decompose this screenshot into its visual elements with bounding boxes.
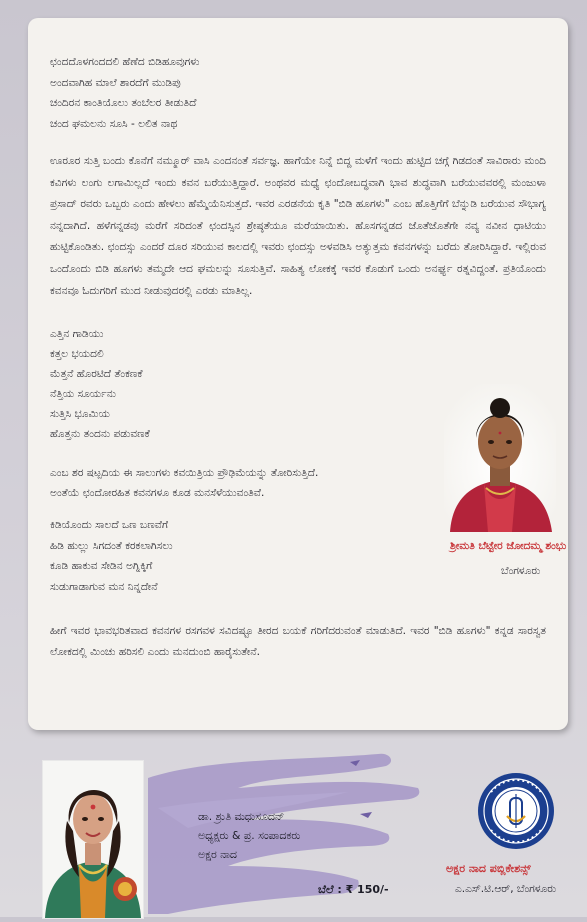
editor-organisation: ಅಕ್ಷರ ನಾದ xyxy=(198,848,237,861)
poem-line: ಮೆತ್ತನೆ ಹೊರಟಿದೆ ತೆಂಕಣಕೆ xyxy=(50,368,143,381)
verse-line: ಚಂದಿರನ ಕಾಂತಿಯೊಲು ತಂಬೆಲರ ತೀಡುತಿದೆ xyxy=(50,97,197,109)
publisher-address: ಎ.ಎಸ್.ಟಿ.ಆರ್, ಬೆಂಗಳೂರು xyxy=(455,883,557,895)
poem-line: ಸುಡುಗಾಡಾಗುವ ಮನ ನಿನ್ನದೇನೆ xyxy=(50,580,158,593)
publisher-logo-icon xyxy=(477,772,555,850)
poem-excerpt-2 xyxy=(50,515,360,597)
poem-line: ನೆತ್ತಿಯ ಸೂರ್ಯನು xyxy=(50,388,117,401)
poem-line: ಕತ್ತಲ ಭಯದಲಿ xyxy=(50,348,104,361)
poem-line: ಹೊತ್ತನು ತಂದನು ಪಡುವಣಕೆ xyxy=(50,428,150,441)
paragraph-line: ಎಂಬ ಶರ ಷಟ್ಪದಿಯ ಈ ಸಾಲುಗಳು ಕವಯಿತ್ರಿಯ ಪ್ರೌಢಿಮೆಯನ್ನು ತೋರಿಸುತ್ತಿದೆ. xyxy=(50,467,319,480)
review-paragraph-1: ಊರೂರ ಸುತ್ತಿ ಬಂದು ಕೊನೆಗೆ ನಮ್ಮೂರ್ ವಾಸಿ ಎಂದನಂತೆ ಸರ್ವಜ್ಞ. ಹಾಗೆಯೇ ನಿನ್ನೆ ಬಿದ್ದ ಮಳೆಗೆ ಇಂದು ಹುಟ್ಟಿದ ಚಗ್ಗೆ ಗಿಡದಂತೆ ಸಾವಿರಾರು ಮಂದಿ ಕವಿಗಳು ಲಂಗು ಲಗಾಮಿಲ್ಲದೆ ಇಂದು ಕವನ ಬರೆಯುತ್ತಿದ್ದಾರೆ. ಅಂಥವರ ಮಧ್ಯೆ ಛಂದೋಬದ್ಧವಾಗಿ ಭಾವ ಶುದ್ಧವಾಗಿ ಬರೆಯುವವರಲ್ಲಿ ಮಂಜುಳಾ ಪ್ರಸಾದ್ ರವರು ಒಬ್ಬರು ಎಂದು ಹೇಳಲು ಹೆಮ್ಮೆಯೆನಿಸುತ್ತದೆ. ಇವರ ಎರಡನೆಯ ಕೃತಿ "ಬಿಡಿ ಹೂಗಳು" ಎಂಬ ಹೊತ್ತಿಗೆಗೆ ಬೆನ್ನುಡಿ ಬರೆಯುವ ಸೌಭಾಗ್ಯ ನನ್ನದಾಗಿದೆ. ಹಳೆಗನ್ನಡವು ಮರೆಗೆ ಸರಿದಂತೆ ಛಂದಸ್ಸಿನ ಶ್ರೇಷ್ಠತೆಯೂ ಮರೆಯಾಯಿತು. ಹೊಸಗನ್ನಡದ ಜೊತೆಜೊತೆಗೇ ನವ್ಯ ನವೀನ ಧಾಟಿಯು ಹುಟ್ಟಿಕೊಂಡಿತು. ಛಂದಸ್ಸು ಎಂದರೆ ದೂರ ಸರಿಯುವ ಕಾಲದಲ್ಲಿ ಇವರು ಛಂದಸ್ಸು ಅಳವಡಿಸಿ ಅತ್ಯುತ್ತಮ ಕವನಗಳನ್ನು ಬರೆದು ತೋರಿಸಿದ್ದಾರೆ. ಇಲ್ಲಿರುವ ಒಂದೊಂದು ಬಿಡಿ ಹೂಗಳು ತಮ್ಮದೇ ಆದ ಘಮಲನ್ನು ಸೂಸುತ್ತಿವೆ. ಸಾಹಿತ್ಯ ಲೋಕಕ್ಕೆ ಇವರ ಕೊಡುಗೆ ಒಂದು ಅನರ್ಘ್ಯ ರತ್ನವಿದ್ದಂತೆ. ಪ್ರತಿಯೊಂದು ಕವನವೂ ಓದುಗರಿಗೆ ಮುದ ನೀಡುವುದರಲ್ಲಿ ಎರಡು ಮಾತಿಲ್ಲ. xyxy=(50,155,546,297)
price-label: ಬೆಲೆ : ₹ 150/- xyxy=(318,883,389,896)
verse-line: ಛಂದದೊಳಗಂದದಲಿ ಹೆಣೆದ ಬಿಡಿಹೂವುಗಳು xyxy=(50,56,200,68)
poem-line: ಹಿಡಿ ಹುಲ್ಲು ಸಿಗದಂತೆ ಕರಕಲಾಗಿಸಲು xyxy=(50,539,173,552)
poem-line: ಎತ್ತಿನ ಗಾಡಿಯು xyxy=(50,328,104,341)
author-place: ಬೆಂಗಳೂರು xyxy=(501,565,541,577)
editor-photo xyxy=(42,760,144,919)
verse-line: ಅಂದವಾಗಿಹ ಮಾಲೆ ಶಾರದೆಗೆ ಮುಡಿಪು xyxy=(50,76,181,89)
editor-name: ಡಾ. ಶ್ರುತಿ ಮಧುಸೂದನ್ xyxy=(198,810,285,823)
paragraph-line: ಅಂತೆಯೆ ಛಂದೋರಹಿತ ಕವನಗಳೂ ಕೂಡ ಮನಸೆಳೆಯುವಂತಿವೆ. xyxy=(50,486,265,499)
opening-verse xyxy=(50,52,546,134)
author-photo xyxy=(444,384,556,532)
poem-line: ಸುತ್ತಿಸಿ ಭೂಮಿಯ xyxy=(50,408,110,421)
author-name: ಶ್ರೀಮತಿ ಬೆಟ್ಟೇರ ಜೋದಮ್ಮ ಶಂಭು xyxy=(450,540,567,552)
review-paragraph-2 xyxy=(50,464,470,503)
back-cover-text-card xyxy=(28,18,568,730)
publisher-name: ಅಕ್ಷರ ನಾದ ಪಬ್ಲಿಕೇಶನ್ಸ್ xyxy=(446,862,531,875)
editor-role: ಅಧ್ಯಕ್ಷರು & ಪ್ರ. ಸಂಪಾದಕರು xyxy=(198,829,301,842)
review-paragraph-3: ಹೀಗೆ ಇವರ ಭಾವಭರಿತವಾದ ಕವನಗಳ ರಸಗವಳ ಸವಿದಷ್ಟೂ ತೀರದ ಬಯಕೆ ಗರಿಗೆದರುವಂತೆ ಮಾಡುತಿದೆ. ಇವರ "ಬಿಡಿ ಹೂಗಳು" ಕನ್ನಡ ಸಾರಸ್ವತ ಲೋಕದಲ್ಲಿ ಮಿಂಚು ಹರಿಸಲಿ ಎಂದು ಮನದುಂಬಿ ಹಾರೈಸುತೇನೆ. xyxy=(50,625,546,659)
verse-line: ಚಂದ ಘಮಲನು ಸೂಸಿ - ಲಲಿತ ನಾಥ xyxy=(50,117,178,130)
poem-line: ಕಿಡಿಯೊಂದು ಸಾಲದೆ ಒಣ ಬಣವೆಗೆ xyxy=(50,519,169,532)
poem-line: ಕೂಡಿ ಹಾಕುವ ಸೇಡಿನ ಅಗ್ನಿಕ್ಕಿಗೆ xyxy=(50,560,153,573)
poem-excerpt xyxy=(50,324,360,444)
